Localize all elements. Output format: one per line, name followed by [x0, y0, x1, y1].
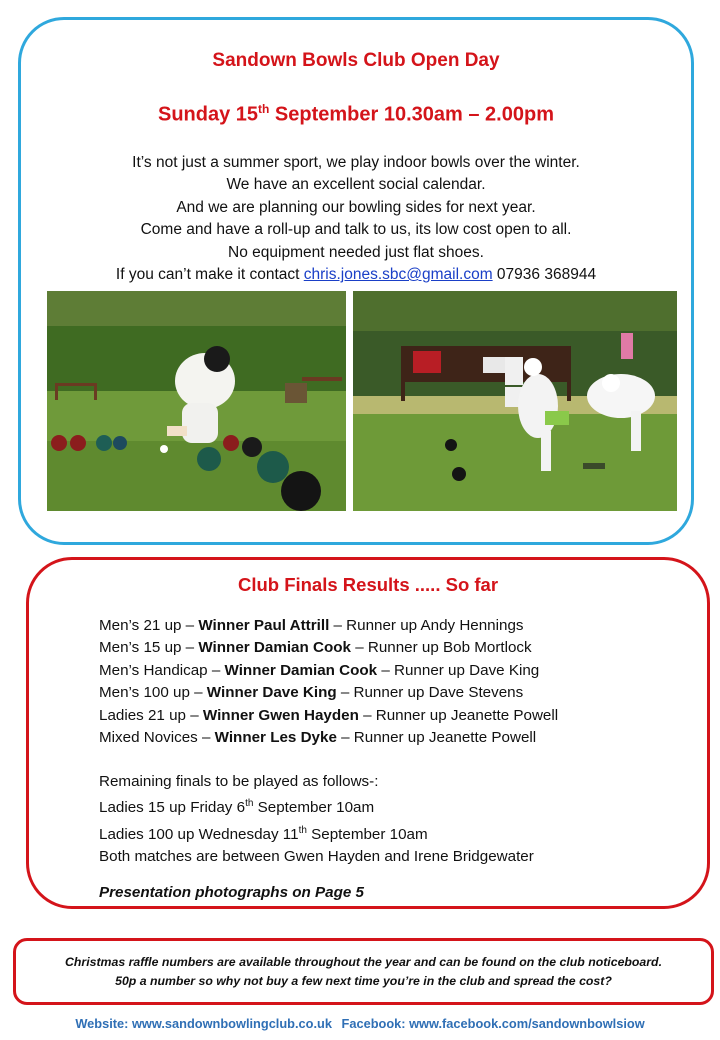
finals-results-panel [26, 557, 710, 909]
contact-line: If you can’t make it contact chris.jones.sbc@gmail.com 07936 368944 [115, 266, 597, 284]
open-day-date: Sunday 15th September 10.30am – 2.00pm [158, 102, 554, 126]
result-row: Men’s 21 up – Winner Paul Attrill – Runner up Andy Hennings [99, 617, 524, 634]
result-row: Ladies 21 up – Winner Gwen Hayden – Runner up Jeanette Powell [99, 706, 559, 724]
website-link[interactable]: Website: www.sandownbowlingclub.co.uk [75, 1016, 332, 1031]
remaining-final-1: Ladies 15 up Friday 6th September 10am [99, 798, 375, 817]
photo-players-on-green [353, 291, 677, 511]
results-list [99, 615, 558, 749]
result-row: Men’s Handicap – Winner Damian Cook – Runner up Dave King [99, 661, 540, 679]
open-day-panel [18, 17, 694, 545]
finals-title: Club Finals Results ..... So far [237, 574, 499, 595]
footer [0, 1016, 720, 1031]
result-row: Men’s 100 up – Winner Dave King – Runner up Dave Stevens [99, 684, 524, 702]
open-day-title: Sandown Bowls Club Open Day [212, 50, 500, 71]
open-day-description: It’s not just a summer sport, we play indoor bowls over the winter. We have an excellent social calendar. And we are planning our bowling sides for next year. Come and have a roll-up and talk to us, its low cost open to all. No equipment needed just flat shoes. If you can’t make it contact chris.jones.sbc@gmail.com 07936 368944 [21, 152, 691, 286]
result-row: Men’s 15 up – Winner Damian Cook – Runner up Bob Mortlock [99, 639, 532, 657]
contact-phone: 07936 368944 [492, 266, 597, 284]
presentation-note: Presentation photographs on Page 5 [99, 884, 364, 901]
remaining-final-2: Ladies 100 up Wednesday 11th September 10am [99, 824, 428, 843]
result-row: Mixed Novices – Winner Les Dyke – Runner up Jeanette Powell [99, 729, 537, 747]
photo-woman-bowling [47, 291, 346, 511]
raffle-notice: Christmas raffle numbers are available throughout the year and can be found on the club noticeboard. 50p a number so why not buy a few next time you’re in the club and spread the cost? [13, 938, 714, 1005]
remaining-finals: Remaining finals to be played as follows-: Ladies 15 up Friday 6th September 10am Ladies 100 up Wednesday 11th September 10am Both matches are between Gwen Hayden and Irene Bridgewater [99, 773, 534, 866]
facebook-link[interactable]: Facebook: www.facebook.com/sandownbowlsiow [341, 1016, 645, 1031]
contact-email-link[interactable]: chris.jones.sbc@gmail.com [303, 266, 493, 284]
